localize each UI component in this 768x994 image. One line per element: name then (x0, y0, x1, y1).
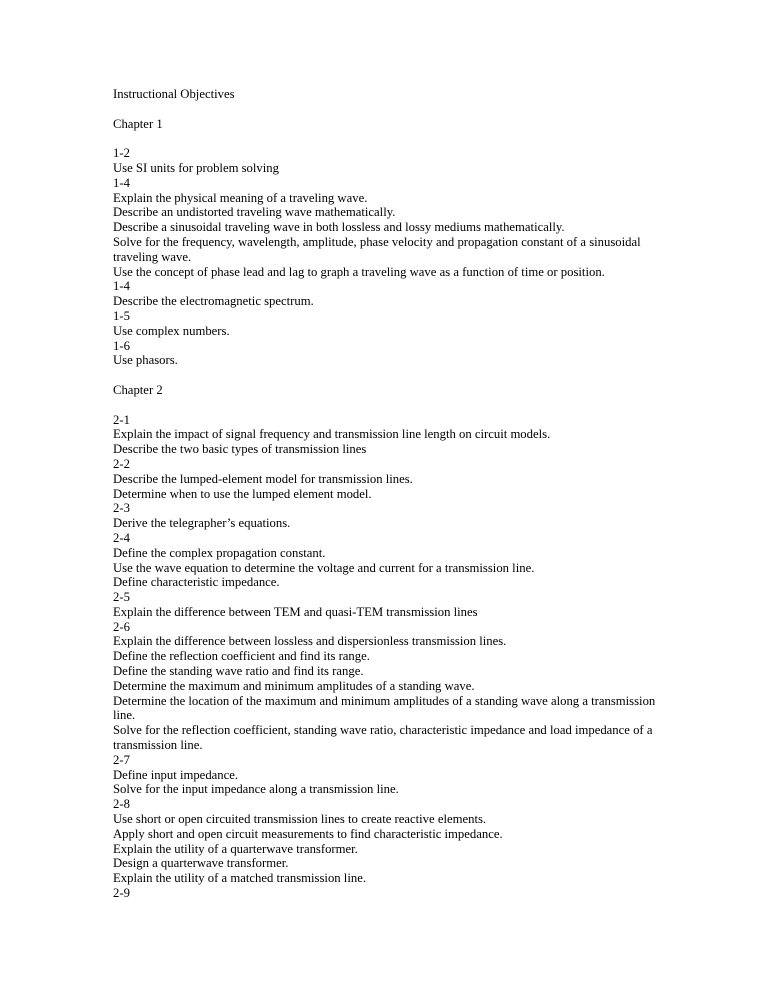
document-line: Explain the difference between lossless and dispersionless transmission lines. (113, 634, 507, 649)
document-line: Solve for the input impedance along a transmission line. (113, 782, 399, 797)
document-line: 2-1 (113, 412, 130, 427)
document-line: Solve for the frequency, wavelength, amplitude, phase velocity and propagation constant of a sinusoidal (113, 234, 641, 249)
document-line: Explain the impact of signal frequency and transmission line length on circuit models. (113, 427, 551, 442)
document-line: Describe a sinusoidal traveling wave in both lossless and lossy mediums mathematically. (113, 220, 565, 235)
document-line: Define characteristic impedance. (113, 575, 280, 590)
document-line: 2-2 (113, 456, 130, 471)
document-line: 2-6 (113, 619, 130, 634)
document-line: Describe the two basic types of transmission lines (113, 442, 367, 457)
document-blank-line (113, 131, 673, 146)
document-text (113, 87, 673, 901)
document-line: Describe the lumped-element model for transmission lines. (113, 471, 413, 486)
document-line: Define the reflection coefficient and find its range. (113, 649, 370, 664)
document-line: Use complex numbers. (113, 323, 230, 338)
document-line: traveling wave. (113, 249, 192, 264)
document-line: Define input impedance. (113, 767, 239, 782)
document-blank-line (113, 102, 673, 117)
document-line: 1-6 (113, 338, 130, 353)
document-line: Derive the telegrapher’s equations. (113, 516, 291, 531)
document-line: 2-8 (113, 797, 130, 812)
document-line: 1-5 (113, 308, 130, 323)
document-line: Define the standing wave ratio and find its range. (113, 664, 364, 679)
document-line: 1-4 (113, 175, 130, 190)
document-line: line. (113, 708, 136, 723)
document-line: Describe an undistorted traveling wave mathematically. (113, 205, 396, 220)
document-line: Explain the utility of a quarterwave transformer. (113, 841, 358, 856)
document-line: 1-4 (113, 279, 130, 294)
document-line: Define the complex propagation constant. (113, 545, 326, 560)
document-line: 2-4 (113, 530, 130, 545)
document-line: Explain the utility of a matched transmission line. (113, 871, 366, 886)
document-line: Use phasors. (113, 353, 178, 368)
document-line: Use the concept of phase lead and lag to graph a traveling wave as a function of time or position. (113, 264, 605, 279)
document-line: Explain the physical meaning of a traveling wave. (113, 190, 368, 205)
document-line: Design a quarterwave transformer. (113, 856, 289, 871)
document-line: 2-9 (113, 886, 130, 901)
document-line: Use the wave equation to determine the voltage and current for a transmission line. (113, 560, 535, 575)
document-line: Chapter 1 (113, 116, 163, 131)
document-line: Determine the maximum and minimum amplitudes of a standing wave. (113, 678, 475, 693)
document-blank-line (113, 398, 673, 413)
document-line: Use SI units for problem solving (113, 160, 279, 175)
document-line: Determine when to use the lumped element model. (113, 486, 372, 501)
document-line: Solve for the reflection coefficient, standing wave ratio, characteristic impedance and load impedance of a (113, 723, 653, 738)
document-line: Explain the difference between TEM and quasi-TEM transmission lines (113, 604, 478, 619)
document-line: Chapter 2 (113, 382, 163, 397)
document-line: Instructional Objectives (113, 87, 235, 101)
document-line: Use short or open circuited transmission lines to create reactive elements. (113, 812, 487, 827)
document-line: Apply short and open circuit measurements to find characteristic impedance. (113, 826, 503, 841)
document-line: 2-3 (113, 501, 130, 516)
document-blank-line (113, 368, 673, 383)
document-line: transmission line. (113, 738, 203, 753)
document-line: Determine the location of the maximum and minimum amplitudes of a standing wave along a transmission (113, 693, 656, 708)
document-line: 1-2 (113, 146, 130, 161)
document-line: 2-5 (113, 590, 130, 605)
document-line: Describe the electromagnetic spectrum. (113, 294, 314, 309)
document-line: 2-7 (113, 752, 130, 767)
